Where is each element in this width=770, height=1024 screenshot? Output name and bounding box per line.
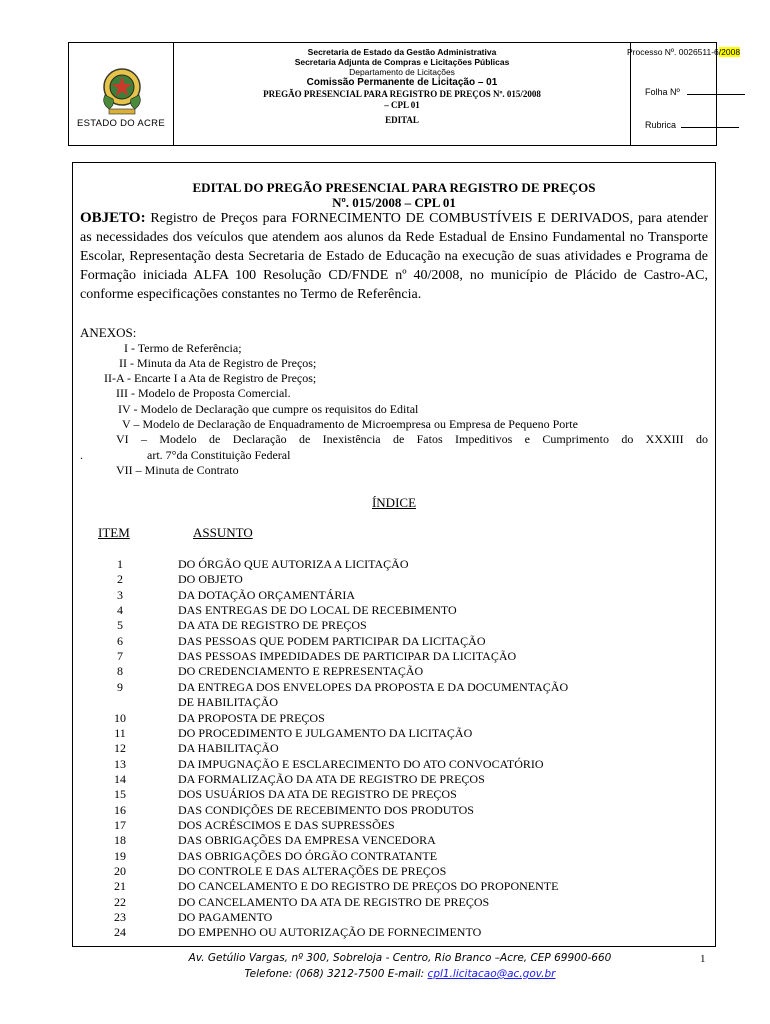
index-item-number: 11 [114, 725, 126, 740]
header-line-secretaria-adjunta: Secretaria Adjunta de Compras e Licitações Públicas [294, 57, 510, 67]
footer-phone: Telefone: (068) 3212-7500 E-mail: [244, 968, 425, 980]
index-item-number: 20 [114, 864, 126, 878]
index-item-subject: DO CANCELAMENTO E DO REGISTRO DE PREÇOS DO PROPONENTE [178, 879, 559, 894]
index-row [80, 741, 700, 756]
process-number [627, 47, 740, 57]
stray-dot: . [80, 448, 83, 462]
index-item-number: 14 [114, 771, 126, 786]
column-header-assunto: ASSUNTO [193, 525, 253, 540]
indice-title: ÍNDICE [371, 495, 417, 510]
index-row [80, 664, 700, 679]
index-item-subject: DA IMPUGNAÇÃO E ESCLARECIMENTO DO ATO CONVOCATÓRIO [178, 756, 544, 771]
objeto-text: Registro de Preços para FORNECIMENTO DE COMBUSTÍVEIS E DERIVADOS, para atender as necessidades dos veículos que atendem aos alunos da Rede Estadual de Ensino Fundamental no Transporte Escolar, Representação desta Secretaria de Estado de Educação na execução de suas atividades e Programa de Formação iniciada ALFA 100 Resolução CD/FNDE nº 40/2008, no município de Plácido de Castro-AC, conforme especificações constantes no Termo de Referência. [80, 211, 708, 302]
anexo-item: VI – Modelo de Declaração de Inexistência de Fatos Impeditivos e Cumprimento do XXXIII do [116, 432, 708, 446]
index-item-number: 1 [117, 557, 123, 571]
anexo-item: I - Termo de Referência; [124, 341, 242, 355]
index-item-subject: DO ÓRGÃO QUE AUTORIZA A LICITAÇÃO [178, 557, 409, 571]
index-item-number: 17 [114, 817, 126, 832]
index-item-number: 21 [114, 879, 126, 894]
objeto-paragraph [80, 209, 708, 304]
index-item-number: 7 [117, 649, 123, 664]
index-item-number: 9 [117, 679, 123, 694]
index-item-number: 13 [114, 756, 126, 771]
index-item-number: 18 [114, 833, 126, 848]
index-item-subject: DA ATA DE REGISTRO DE PREÇOS [178, 618, 367, 633]
index-item-subject: DOS USUÁRIOS DA ATA DE REGISTRO DE PREÇOS [178, 787, 457, 802]
index-row [80, 818, 700, 833]
index-item-number: 10 [114, 710, 126, 725]
anexo-item: IV - Modelo de Declaração que cumpre os requisitos do Edital [118, 402, 419, 416]
index-row [80, 557, 700, 572]
index-row [80, 803, 700, 818]
index-item-subject: DAS OBRIGAÇÕES DO ÓRGÃO CONTRATANTE [178, 848, 438, 863]
index-item-subject: DAS PESSOAS IMPEDIDADES DE PARTICIPAR DA LICITAÇÃO [178, 649, 517, 664]
index-row [80, 572, 700, 587]
index-item-number: 3 [117, 587, 123, 602]
anexo-item: II-A - Encarte I a Ata de Registro de Preços; [104, 371, 317, 385]
index-row [80, 588, 700, 603]
rubrica-blank-line [681, 120, 739, 128]
index-item-number: 6 [117, 633, 123, 648]
page-number: 1 [700, 953, 706, 965]
header-process-cell [627, 43, 741, 145]
rubrica-label: Rubrica [645, 120, 677, 130]
index-item-subject: DA PROPOSTA DE PREÇOS [178, 710, 325, 725]
index-row [80, 634, 700, 649]
index-item-subject: DO PAGAMENTO [178, 910, 273, 925]
index-row [80, 864, 700, 879]
index-row [80, 787, 700, 802]
index-row [80, 649, 700, 664]
footer-email-link[interactable]: cpl1.licitacao@ac.gov.br [427, 968, 556, 980]
index-item-subject: DA HABILITAÇÃO [178, 741, 279, 756]
anexos-label: ANEXOS: [80, 325, 137, 340]
anexo-item: II - Minuta da Ata de Registro de Preços; [119, 356, 317, 370]
edital-number: Nº. 015/2008 – CPL 01 [332, 195, 456, 210]
anexo-item: VII – Minuta de Contrato [116, 463, 239, 477]
index-row [80, 603, 700, 618]
header-line-edital: EDITAL [385, 115, 419, 125]
process-year-highlight: /2008 [718, 47, 741, 57]
index-item-number: 23 [114, 910, 126, 925]
folha-label: Folha Nº [645, 87, 680, 97]
column-header-item: ITEM [98, 525, 130, 540]
header-logo-cell [69, 43, 174, 145]
index-item-number: 15 [114, 787, 126, 802]
document-header [68, 42, 741, 146]
folha-field [645, 87, 745, 97]
state-label: ESTADO DO ACRE [77, 118, 165, 129]
index-item-number: 22 [114, 894, 126, 909]
index-item-number: 12 [114, 741, 126, 756]
header-line-departamento: Departamento de Licitações [349, 67, 455, 77]
index-item-number: 19 [114, 848, 126, 863]
index-item-subject: DA ENTREGA DOS ENVELOPES DA PROPOSTA E DA DOCUMENTAÇÃO [178, 679, 569, 694]
index-row [80, 680, 700, 695]
anexo-item: art. 7°da Constituição Federal [147, 448, 291, 462]
index-item-subject: DA DOTAÇÃO ORÇAMENTÁRIA [178, 587, 356, 602]
index-row [80, 726, 700, 741]
index-item-number: 8 [117, 664, 123, 679]
index-item-number: 5 [117, 618, 123, 633]
index-row [80, 895, 700, 910]
index-item-number: 2 [117, 572, 123, 587]
index-item-subject: DE HABILITAÇÃO [178, 695, 279, 710]
index-row [80, 711, 700, 726]
index-item-subject: DO CREDENCIAMENTO E REPRESENTAÇÃO [178, 664, 424, 679]
header-line-cpl: – CPL 01 [384, 100, 420, 110]
header-line-comissao: Comissão Permanente de Licitação – 01 [306, 77, 498, 88]
process-number-text: Processo Nº. 0026511-6 [627, 47, 719, 57]
index-row [80, 833, 700, 848]
index-row [80, 757, 700, 772]
index-item-subject: DAS OBRIGAÇÕES DA EMPRESA VENCEDORA [178, 833, 436, 848]
index-item-number: 16 [114, 802, 126, 817]
header-line-secretaria: Secretaria de Estado da Gestão Administrativa [307, 47, 497, 57]
index-row [80, 618, 700, 633]
index-item-subject: DO CANCELAMENTO DA ATA DE REGISTRO DE PREÇOS [178, 894, 490, 909]
index-item-subject: DO PROCEDIMENTO E JULGAMENTO DA LICITAÇÃO [178, 725, 473, 740]
index-item-subject: DO EMPENHO OU AUTORIZAÇÃO DE FORNECIMENTO [178, 925, 482, 940]
index-item-subject: DA FORMALIZAÇÃO DA ATA DE REGISTRO DE PREÇOS [178, 771, 485, 786]
index-row [80, 695, 700, 710]
index-row [80, 849, 700, 864]
index-row [80, 772, 700, 787]
index-item-subject: DAS CONDIÇÕES DE RECEBIMENTO DOS PRODUTOS [178, 802, 474, 817]
index-item-number: 4 [117, 603, 123, 618]
anexo-item: V – Modelo de Declaração de Enquadramento de Microempresa ou Empresa de Pequeno Porte [122, 417, 578, 431]
edital-title: EDITAL DO PREGÃO PRESENCIAL PARA REGISTRO DE PREÇOS [192, 180, 596, 195]
index-row [80, 879, 700, 894]
rubrica-field [645, 120, 739, 130]
header-title-cell [174, 43, 631, 145]
index-item-subject: DAS ENTREGAS DE DO LOCAL DE RECEBIMENTO [178, 603, 457, 618]
anexo-item: III - Modelo de Proposta Comercial. [116, 386, 291, 400]
index-item-subject: DO CONTROLE E DAS ALTERAÇÕES DE PREÇOS [178, 864, 447, 878]
index-item-number: 24 [114, 925, 126, 940]
index-item-subject: DAS PESSOAS QUE PODEM PARTICIPAR DA LICITAÇÃO [178, 633, 486, 648]
footer-address: Av. Getúlio Vargas, nº 300, Sobreloja - Centro, Rio Branco –Acre, CEP 69900-660 [188, 952, 612, 964]
index-row [80, 910, 700, 925]
index-row [80, 925, 700, 940]
footer-contact [150, 966, 650, 982]
header-line-pregao: PREGÃO PRESENCIAL PARA REGISTRO DE PREÇOS Nº. 015/2008 [263, 89, 541, 99]
index-item-subject: DOS ACRÉSCIMOS E DAS SUPRESSÕES [178, 817, 395, 832]
objeto-label: OBJETO: [80, 210, 146, 226]
index-item-subject: DO OBJETO [178, 572, 243, 587]
state-coat-of-arms-icon [99, 65, 145, 117]
folha-blank-line [687, 87, 745, 95]
